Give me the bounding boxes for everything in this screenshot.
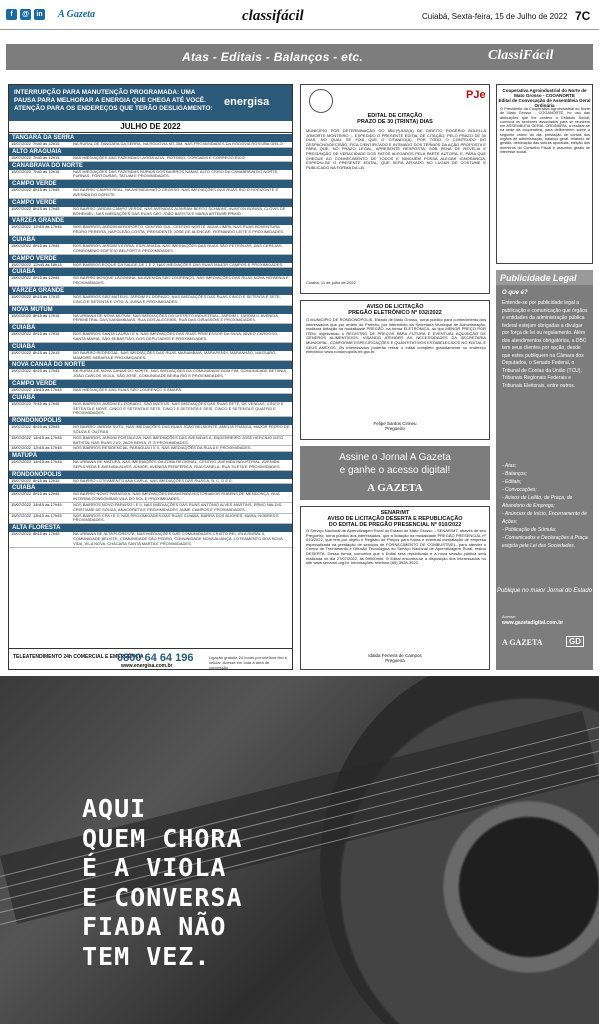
row-hours: 8h15 às 17h45 [33,368,60,374]
edital-citacao [300,84,490,294]
row-date: 15/07/2022 [11,459,32,465]
edital-sign: Cuiabá, 11 de julho de 2022 [306,280,356,285]
row-address: NA RURAL DE NOVA CANAÃ DO NORTE, NAS IMEDIAÇÕES DA COMUNIDADE BOM FIM, COMUNIDADE BETÂNIA, JOÃO CARLOS VIOLA, SÃO JOSÉ, COMUNIDADE BEIRA RIO E PROXIMIDADES. [73,368,288,379]
edital-sign: Felipe Santos Cirineu Pregoeiro [373,421,417,431]
footer-attend: TELEATENDIMENTO 24h COMERCIAL E EMERGÊNCIA [13,654,144,660]
photo-ad [0,676,599,1024]
row-date: 15/07/2022 [11,205,32,211]
ad-logo: A GAZETA [367,482,423,494]
city-header: ALTO ARAGUAIA [9,148,292,156]
brand-logo: A Gazeta [58,9,95,20]
schedule-row [9,402,292,417]
edital-title: AVISO DE LICITAÇÃO PREGÃO ELETRÔNICO Nº 032/2022 [348,304,442,316]
page-number: 7C [575,9,591,23]
row-hours: 8h15 às 12h15 [33,477,60,483]
row-address: NO BAIRRO CAMPO REAL, NA AVENIDA MATO GROSSO, NAS IMEDIAÇÕES DAS RUAS RIO D HORIZONTE E AVENIDA DO DORSTE. [73,187,279,197]
edital-title: Cooperativa Agroindustrial do Norte de Mato Grosso - COOANORTE Edital de Convocação de Assembleia Geral Ordinária [498,88,591,108]
row-address: NA URBANA DE MATUPÁ, NAS IMEDIAÇÕES DA ZONA REGIONAL, CENTRO, AVENIDA INDUSTRIAL, AVENIDA SEPULVEDA E AVENIDA ALVES JÚNIOR, AVENIDA PERIFÉRICA, RUA CANELA, RUA TILETA E PROXIMIDADES. [73,459,281,469]
energisa-schedule [9,134,292,548]
row-hours: 7h15 às 17h45 [33,400,60,406]
row-address: NOS BAIRROS JARDIM AEROPORTO, CENTRO SUL, CENTRO NORTE, AGUA LIMPA, NAS RUAS BOVENTURA PEDRO PEREIRA, NAPOLEÃO COSTA, PRESIDENTE JOSÉ DE ALENCAR, FERNANDO LEITE E PROXIMIDADES. [73,224,285,235]
schedule-row [9,170,292,181]
row-date: 15/07/2022 [11,349,32,355]
pub-logo: A GAZETA [502,638,543,647]
pje-logo: PJe [466,89,486,101]
footer-phone[interactable]: 0800 64 64 196 [117,652,194,664]
row-hours: 8h15 às 17h45 [33,205,60,211]
pub-cta: Publique no maior Jornal do Estado [496,588,593,594]
footer-website[interactable]: www.energisa.com.br [121,663,173,669]
row-address: NOS BAIRROS RESIDENCIAL PARAGUAI I E II, NAS IMEDIAÇÕES DA RUA A E PROXIMIDADES. [73,445,252,451]
row-date: 15/07/2022 [11,434,32,440]
row-date: 15/07/2022 [11,445,32,451]
pub-question: O que é? [502,290,528,296]
schedule-row [9,532,292,547]
gd-logo: GD [566,636,584,647]
row-hours: 7h40 às 12h15 [33,168,60,174]
banner-logo: ClassiFácil [488,48,554,63]
edital-body: O Presidente da Cooperativa Agroindustrial do Norte de Mato Grosso - COOANORTE, no uso das atribuições que lhe confere o Estatuto Social, convoca os senhores associados para se reunirem em ASSEMBLEIA GERAL ORDINÁRIA, a realizar-se na sede da cooperativa, para deliberarem sobre a seguinte ordem do dia: prestação de contas dos órgãos de administração, balanço geral, relatório de gestão, destinação das sobras apuradas, eleição dos membros do Conselho Fiscal e assuntos gerais de interesse social. [500,107,590,154]
pub-list-item: - Convocações; [502,487,537,493]
pub-list-item: - Avisos de Leilão, de Praça, de Abandono de Emprego; [502,495,573,509]
row-address: NO BAIRRO BOSQUE LAGOINHA, NA AVENIDA SÃO LOURENÇO, NAS IMEDIAÇÕES DAS RUAS NOVA HERMÍNIA E PROXIMIDADES. [73,275,289,286]
row-date: 15/07/2022 [11,187,32,193]
row-hours: 8h15 às 12h45 [33,275,60,281]
schedule-row [9,207,292,218]
row-address: NOS BAIRROS JARDIM FORTALEZA, NAS IMEDIAÇÕES DAS AVENIDAS A, ENGENHEIRO JOSÉ HERCÍLIO MITO BATISTA, NAS RUAS 21/2, 26/29 BEIRA, R. E PROXIMIDADES. [73,434,284,445]
energisa-month: JULHO DE 2022 [9,122,292,133]
row-hours: 8h15 às 12h15 [33,349,60,355]
row-address: NOS BAIRROS SÃO MATEUS, JARDIM EL DORADO, NAS IMEDIAÇÕES DAS RUAS CINCO E SETENTA E SETE, CINCO E SETENTA E OITO, A, JUÍNA E PROXIMIDADES. [73,293,281,304]
pub-list [502,462,588,550]
pub-list-item: - Balanços; [502,471,528,477]
energisa-logo: energisa [224,96,270,108]
city-header: CUIABÁ [9,268,292,276]
city-header: CAMPO VERDE [9,199,292,207]
row-hours: 8h15 às 12h45 [33,424,60,430]
row-address: NOS BAIRROS JARDIM EL DORADO, SÃO MATEUS, NAS IMEDIAÇÕES DAS RUAS SETE, DE VENDAS, CINCO E SETENTA E NOVE, CINCO E SETENTA E SETE, CINCO E SETENTA E SEIS, CINCO E SETENTA E QUATRO E PROXIMIDADES. [73,400,284,416]
pub-list-item: - Comunicados e Declarações à Praça exigida pela Lei das Sociedades. [502,535,588,549]
row-hours: 14h15 às 17h45 [33,502,62,508]
city-header: RONDONÓPOLIS [9,417,292,425]
energisa-notice [8,84,293,670]
row-hours: 8h15 às 17h15 [33,331,60,337]
row-address: NOS BAIRROS CPA I E II, NAS PROXIMIDADES DAS RUAS CUIABÁ, BARRA DOS BUGRES, MARA, NOBRES E PROXIMIDADES. [73,512,279,523]
city-header: RONDONÓPOLIS [9,471,292,479]
aviso-senar [300,506,490,670]
row-hours: 8h15 às 17h45 [33,531,60,537]
row-date: 15/07/2022 [11,368,32,374]
pub-list-item: - Anúncios de Início, Encerramento de Ações; [502,511,587,525]
issue-date: Cuiabá, Sexta-feira, 15 de Julho de 2022 [422,12,568,21]
row-hours: 13h15 às 17h45 [33,512,62,518]
row-date: 15/07/2022 [11,293,32,299]
ad-quote: AQUI QUEM CHORA É A VIOLA E CONVERSA FIADA NÃO TEM VEZ. [82,794,243,971]
row-address: NO BAIRRO NOVO PARAÍSO II, NAS IMEDIAÇÕES DA AVENIDA HISTORIADOR RUBENS DE MENDONÇA, RUA INTERNA CONDOMÍNIO VILA DO SOL E PROXIMIDADES. [73,491,280,502]
city-header: NOVA CANAÃ DO NORTE [9,361,292,369]
row-date: 15/07/2022 [11,400,32,406]
row-address: NOS BAIRROS SANTA LAURA I E II, NAS IMEDIAÇÕES DAS RUAS PROFESSOR DA SILVA, NÍVEO CARDOSO, SANTA MARIA, SÃO SEBASTIÃO, DOS DEPUTADOS E PROXIMIDADES. [73,331,279,341]
city-header: VÁRZEA GRANDE [9,287,292,295]
row-hours: 12h45 às 18h15 [33,261,62,267]
social-icon[interactable]: in [34,9,45,20]
row-hours: 7h40 às 12h15 [33,154,60,160]
row-address: NO BAIRRO PEDREGAL, NAS IMEDIAÇÕES DAS RUAS MARAMBAIA, MARAPENDI, MARANHÃO, MASSARÓ, MAMORÉ, MIRAIRA E PROXIMIDADES. [73,349,277,360]
pub-list-item: - Publicação de Súmula; [502,527,557,533]
city-header: CUIABÁ [9,394,292,402]
row-date: 15/07/2022 [11,154,32,160]
city-header: TANGARÁ DA SERRA [9,134,292,142]
row-address: NOS BAIRROS NOVO PARAÍSO I E II, NAS IMEDIAÇÕES DAS RUAS ANTÔNIO ALVES MARTINS, ERMO NALDIS, CRISTIANE DE SOUZA, ANACORETA E PROXIMIDADES JAIME CAMPOS E PROXIMIDADES. [73,502,283,512]
schedule-row [9,314,292,325]
row-address: NO BAIRRO LOTEAMENTO ANA CARLA, NAS IMEDIAÇÕES DAS RUAS A, B, C, D E E. [73,477,233,483]
row-date: 15/07/2022 [11,261,32,267]
schedule-row [9,514,292,525]
ad-line1: Assine o Jornal A Gazeta [339,452,451,463]
row-date: 15/07/2022 [11,224,32,230]
row-date: 15/07/2022 [11,477,32,483]
schedule-row [9,295,292,306]
ad-line2: e ganhe o acesso digital! [339,465,451,476]
edital-cooanorte [496,84,593,264]
row-date: 15/07/2022 [11,386,32,392]
row-address: NA URBANA DE NOVA MUTUM, NAS IMEDIAÇÕES DO DISTRITO INDUSTRIAL, JARDIM I, JARDIM II, AVENIDA PERIMETRAL DAS SAMAMBAIAS, RUA DOS ALECRINS, RUA DAS GIRASSOIS E PROXIMIDADES. [73,312,278,323]
aviso-licitacao-rondonopolis [300,300,490,440]
row-date: 15/07/2022 [11,141,32,146]
edital-title: EDITAL DE CITAÇÃO PRAZO DE 30 (TRINTA) DIAS [357,113,433,125]
row-hours: 8h15 às 12h45 [33,491,60,497]
row-hours: 12h15 às 17h45 [33,224,62,230]
city-header: CUIABÁ [9,236,292,244]
row-hours: 13h15 às 17h45 [33,386,62,392]
row-date: 15/07/2022 [11,312,32,318]
city-header: MATUPÁ [9,452,292,460]
energisa-header [9,85,292,121]
schedule-row [9,369,292,380]
row-date: 15/07/2022 [11,242,32,248]
section-banner [6,44,593,70]
schedule-row [9,460,292,471]
row-address: NA RURAL DE TANGARA DA SERRA, NA RODOVIA MT-358, NAS PROXIMIDADES DA RODOVIA ROSSINA GRILO. [73,141,284,146]
section-title: classifácil [242,8,304,24]
row-date: 15/07/2022 [11,512,32,518]
social-icon[interactable]: f [6,9,17,20]
row-hours: 8h15 às 17h45 [33,187,60,193]
city-header: ALTA FLORESTA [9,524,292,532]
city-header: CAMPO VERDE [9,180,292,188]
city-header: CANABRAVA DO NORTE [9,162,292,170]
row-hours: 14h15 às 17h45 [33,434,62,440]
row-date: 15/07/2022 [11,168,32,174]
row-hours: 8h15 às 17h15 [33,312,60,318]
pub-access: Acesse: [502,614,517,619]
row-date: 15/07/2022 [11,531,32,537]
row-date: 15/07/2022 [11,275,32,281]
row-address: NAS IMEDIAÇÕES DAS FAZENDAS LAGOA AZUL, ROTEIRO, COROADO E CORREGO RICO. [73,154,246,160]
row-date: 15/07/2022 [11,491,32,497]
publicidade-legal [496,270,593,670]
city-header: CAMPO VERDE [9,380,292,388]
row-address: NO BAIRRO JARDIM SUTIL, NAS IMEDIAÇÕES DAS RUAS JOÃO BELMONTE, AMELIA FRANCA, MAJOR PEDRO DE SOUZA E OUTRAS. [73,424,290,434]
edital-title: SENAR/MT AVISO DE LICITAÇÃO DESERTA E REPUBLICAÇÃO DO EDITAL DE PREGÃO PRESENCIAL Nº 010/2022 [327,510,463,528]
city-header: VÁRZEA GRANDE [9,217,292,225]
city-header: CUIABÁ [9,484,292,492]
schedule-row [9,351,292,362]
schedule-row [9,225,292,236]
city-header: CUIABÁ [9,343,292,351]
pub-header [496,270,593,285]
schedule-row [9,276,292,287]
energisa-message: INTERRUPÇÃO PARA MANUTENÇÃO PROGRAMADA: UMA PAUSA PARA MELHORAR A ENERGIA QUE CHEGA ATÉ VOCÊ. ATENÇÃO PARA OS ENDEREÇOS QUE TERÃO DESLIGAMENTO: [14,89,213,112]
social-icon[interactable]: @ [20,9,31,20]
row-address: NAS IMEDIAÇÕES DAS RUAS SÃO LOURENÇO E AMAPÁ. [73,386,183,392]
row-date: 15/07/2022 [11,331,32,337]
schedule-row [9,332,292,343]
edital-sign: Idalda Ferreira de Campos Pregoeira [368,653,422,663]
row-date: 15/07/2022 [11,502,32,508]
row-date: 15/07/2022 [11,424,32,430]
city-header: NOVA MUTUM [9,306,292,314]
edital-body: O Serviço Nacional de Aprendizagem Rural do Estado de Mato Grosso – SENAR/MT, através de seu Pregoeiro, torna público aos interessados, que a licitação na modalidade PREGÃO PRESENCIAL nº 010/2022, que tem por objeto o Registro de Preços para futura e eventual contratação de empresa especializada na prestação de serviços de FORNECIMENTO DE COMBUSTÍVEL, para atender o Centro de Treinamento e Difusão Tecnológica do Serviço Nacional de Aprendizagem Rural, restou DESERTA. Dessa forma, comunica que o Edital será republicado e a nova sessão pública será realizada no dia 27/07/2022, às 09h00min. O Edital encontra-se à disposição dos interessados no site www.senarmt.org.br. Informações: telefone (65) 3928-3020. [306,528,486,566]
row-hours: 14h15 às 17h45 [33,459,62,465]
pub-title: Publicidade Legal [500,273,577,283]
row-address: NOS BAIRROS JARDIM VITÓRIA, ESPLANADA, NAS IMEDIAÇÕES DAS RUAS SÃO PETRÓLIAS, DAS CEREJAS, CONDOMÍNIO EDIFÍCIO BELFORT E PROXIMIDADES. [73,242,283,253]
energisa-footer [9,648,292,670]
row-address: NOS BAIRROS BOQUE DA SAUDE DE 1 E 2, NAS IMEDIAÇÕES DAS RUAS MAJOR CAMPOS E PROXIMIDADES. [73,261,284,267]
edital-body: O MUNICÍPIO DE RONDONÓPOLIS, Estado de Mato Grosso, torna público para conhecimento dos interessados que por ordem do Prefeito, por intermédio da Secretaria Municipal de Administração, realizará licitação na modalidade PREGÃO, na forma ELETRÔNICA, do tipo MENOR PREÇO POR ITEM, objetivando o REGISTRO DE PREÇOS PARA FUTURA E EVENTUAL AQUISIÇÃO DE GÊNEROS ALIMENTÍCIOS, VISANDO ATENDER ÀS NECESSIDADES DA SECRETARIA MUNICIPAL, CONFORME ESPECIFICAÇÕES E QUANTITATIVOS ESTABELECIDOS NO EDITAL E SEUS ANEXOS. Os interessados poderão retirar o edital completo gratuitamente no endereço eletrônico www.rondonopolis.mt.gov.br. [306,317,486,355]
schedule-row [9,244,292,255]
social-icons [6,9,45,20]
footer-note: Ligação gratuita 24 horas por telefone fixo e celular. Acesse em toda a área de concessão [209,655,288,670]
city-header: CAMPO VERDE [9,255,292,263]
pub-url[interactable]: www.gazetadigital.com.br [502,620,564,626]
row-address: NA URBANA DE ALTA FLORESTA, NAS IMEDIAÇÕES DAS COMUNIDADES CRISTO REI, VILA RURAL II, COMUNIDADE BELVITE, COMUNIDADE SÃO PEDRO, COMUNIDADE NOVA ALIANÇA, LOTEAMENTO BOA NOVA VIDA, VILA NOVA, CHÁCARA SANTA MARTA E PROXIMIDADES. [73,531,283,546]
row-hours: 7h40 às 12h15 [33,141,60,146]
pub-list-item: - Atas; [502,463,517,469]
row-address: NAS IMEDIAÇÕES DAS FAZENDAS RURAIS DOS BAIRROS NAMAÍ, ALTO CRISO DA CANABRAVA DO NORTE, FURNAS, FONTOURAS, TATUIM E PROXIMIDADES. [73,168,279,179]
row-hours: 8h15 às 17h45 [33,242,60,248]
pub-text: Entende-se por publicidade legal a publicação e comunicação que órgãos e entidades da administração pública federal estejam obrigadas a divulgar por força de lei ou regulamento. Além dos atendimentos obrigatórios, a DBC tem seus clientes por opção, desde que estes publiquem na Câmara dos Deputados, o Senado Federal, o Tribunal de Contas da União (TCU), Tribunais Regionais Federais e Tribunais Eleitorais, entre outros. [502,300,588,389]
pub-list-item: - Editais; [502,479,522,485]
city-header: CUIABÁ [9,324,292,332]
edital-body: MUNICÍPIO POR DETERMINAÇÃO DO MM.(ª)JUIZ(A) DE DIREITO ROGÉRIO BOLELLA JOMORTE MONTEIRO ... EXPEDIDO O PRESENTE EDITAL DE CITAÇÃO, PELO PRAZO DE 30 DIAS, NO QUAL SE FIXA QUE O CITANDO(A), POR TODO O CONTEÚDO DO DESPACHO/DECISÃO, FICA CIENTIFICADO E INTIMADO DOS TERMOS DA AÇÃO PROPOSTA E PARA QUE, NO PRAZO LEGAL, APRESENTE RESPOSTA, SOB PENA DE REVELIA E PRESUNÇÃO DE VERACIDADE DOS FATOS ALEGADOS PELA PARTE AUTORA. E, PARA QUE CHEGUE AO CONHECIMENTO DE TODOS E NINGUÉM POSSA ALEGAR IGNORÂNCIA, EXPEDIU-SE O PRESENTE EDITAL, QUE SERÁ AFIXADO NO LUGAR DE COSTUME E PUBLICADO NA FORMA DA LEI. [306,128,486,170]
banner-title: Atas - Editais - Balanços - etc. [182,50,363,64]
row-hours: 12h15 às 17h45 [33,445,62,451]
row-address: NO BAIRRO JARDIM CAMPO VERDE, NAS AVENIDAS ALMIRAM BERTO SCHWINT, AVINTON BONIVA, CLÓVIS DE BOHEMIEL, NAS IMEDIAÇÕES DAS RUAS SÃO JOÃO BATISTA E MARIA ARTEMIR PRIMO. [73,205,286,216]
row-hours: 8h15 às 17h15 [33,293,60,299]
page-header [0,0,599,30]
schedule-row [9,188,292,199]
subscribe-ad[interactable] [300,446,490,500]
court-seal-icon [309,89,333,113]
